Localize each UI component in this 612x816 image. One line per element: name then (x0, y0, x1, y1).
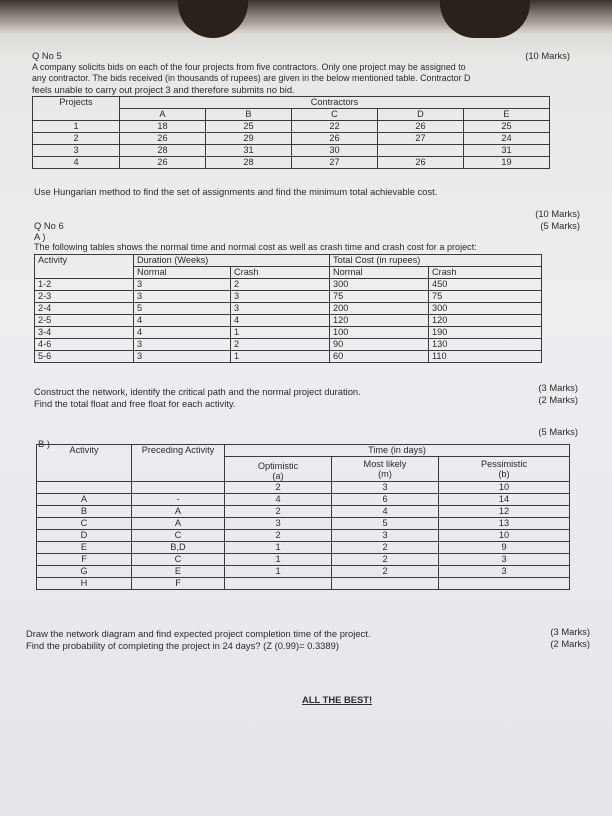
likely-cell: 2 (332, 554, 439, 566)
normal-cost: 75 (330, 291, 429, 303)
normal-duration: 3 (134, 351, 231, 363)
time-header: Time (in days) (225, 445, 570, 457)
crash-cost: 450 (429, 279, 542, 291)
bid-cell: 26 (378, 157, 464, 169)
activity-header: Activity (35, 255, 134, 279)
likely-header (332, 457, 439, 482)
q6b-marks: (5 Marks) (538, 426, 578, 437)
preceding-cell: B,D (132, 542, 225, 554)
bid-cell: 29 (206, 133, 292, 145)
bid-cell: 26 (120, 133, 206, 145)
bid-cell: 30 (292, 145, 378, 157)
table-row (35, 339, 542, 351)
bid-cell: 28 (206, 157, 292, 169)
normal-cost: 100 (330, 327, 429, 339)
activity-cell: B (37, 506, 132, 518)
crash-table (34, 254, 542, 363)
normal-cost-header: Normal (330, 267, 429, 279)
activity-cell (37, 482, 132, 494)
cost-header: Total Cost (in rupees) (330, 255, 542, 267)
normal-cost: 60 (330, 351, 429, 363)
q6a-marks: (5 Marks) (540, 220, 580, 231)
crash-cost: 120 (429, 315, 542, 327)
pessimistic-cell: 3 (439, 566, 570, 578)
normal-cost: 200 (330, 303, 429, 315)
normal-cost: 90 (330, 339, 429, 351)
optimistic-cell: 2 (225, 482, 332, 494)
q6-marks-total: (10 Marks) (535, 208, 580, 219)
q6b-task2: Find the probability of completing the project in 24 days? (Z (0.99)= 0.3389) (26, 640, 339, 651)
bid-cell: 26 (378, 121, 464, 133)
activity-cell: 2-5 (35, 315, 134, 327)
pessimistic-cell (439, 578, 570, 590)
crash-duration: 4 (231, 315, 330, 327)
table-row (35, 279, 542, 291)
normal-cost: 300 (330, 279, 429, 291)
table-row (37, 518, 570, 530)
bid-cell: 19 (464, 157, 550, 169)
normal-duration: 3 (134, 339, 231, 351)
duration-header: Duration (Weeks) (134, 255, 330, 267)
crash-duration-header: Crash (231, 267, 330, 279)
bid-cell: 28 (120, 145, 206, 157)
q6a-task1: Construct the network, identify the critical path and the normal project duration. (34, 386, 361, 397)
crash-cost: 190 (429, 327, 542, 339)
crash-cost: 75 (429, 291, 542, 303)
activity-cell: 5-6 (35, 351, 134, 363)
table-row (33, 157, 550, 169)
crash-cost: 110 (429, 351, 542, 363)
table-row (37, 530, 570, 542)
activity-cell: 4-6 (35, 339, 134, 351)
preceding-cell: A (132, 518, 225, 530)
bid-cell: 31 (464, 145, 550, 157)
table-row (37, 542, 570, 554)
contractors-header: Contractors (120, 97, 550, 109)
bid-cell: 26 (120, 157, 206, 169)
activity-cell: A (37, 494, 132, 506)
crash-duration: 3 (231, 291, 330, 303)
crash-duration: 3 (231, 303, 330, 315)
crash-cost-header: Crash (429, 267, 542, 279)
pessimistic-cell: 10 (439, 530, 570, 542)
preceding-cell: C (132, 530, 225, 542)
likely-cell: 3 (332, 482, 439, 494)
table-row (37, 482, 570, 494)
bid-cell: 22 (292, 121, 378, 133)
optimistic-cell: 1 (225, 566, 332, 578)
optimistic-cell: 2 (225, 530, 332, 542)
preceding-cell: A (132, 506, 225, 518)
pessimistic-cell: 12 (439, 506, 570, 518)
table-row (35, 315, 542, 327)
pessimistic-symbol: (b) (498, 469, 510, 479)
q6a-task2-marks: (2 Marks) (538, 394, 578, 405)
likely-cell: 6 (332, 494, 439, 506)
table-row (35, 327, 542, 339)
q6a-task2: Find the total float and free float for each activity. (34, 398, 236, 409)
crash-duration: 2 (231, 279, 330, 291)
crash-cost: 300 (429, 303, 542, 315)
optimistic-header (225, 457, 332, 482)
q6b-task1: Draw the network diagram and find expected project completion time of the project. (26, 628, 371, 639)
optimistic-symbol: (a) (272, 471, 284, 481)
table-row (35, 351, 542, 363)
activity-header: Activity (37, 445, 132, 482)
exam-paper (22, 30, 600, 816)
bid-cell (378, 145, 464, 157)
q5-text-1: A company solicits bids on each of the four projects from five contractors. Only one project may be assigned to (32, 62, 466, 72)
project-id: 4 (33, 157, 120, 169)
optimistic-cell: 2 (225, 506, 332, 518)
pessimistic-cell: 13 (439, 518, 570, 530)
activity-cell: G (37, 566, 132, 578)
crash-duration: 2 (231, 339, 330, 351)
bid-cell: 25 (464, 121, 550, 133)
optimistic-cell (225, 578, 332, 590)
optimistic-cell: 3 (225, 518, 332, 530)
table-row (33, 133, 550, 145)
activity-cell: 2-4 (35, 303, 134, 315)
activity-cell: D (37, 530, 132, 542)
contractor-col: C (292, 109, 378, 121)
project-id: 1 (33, 121, 120, 133)
bid-cell: 26 (292, 133, 378, 145)
activity-cell: 3-4 (35, 327, 134, 339)
q5-text-3: feels unable to carry out project 3 and therefore submits no bid. (32, 84, 295, 95)
activity-cell: 2-3 (35, 291, 134, 303)
likely-cell: 2 (332, 542, 439, 554)
normal-duration: 3 (134, 291, 231, 303)
q6a-task1-marks: (3 Marks) (538, 382, 578, 393)
q6a-label: A ) (34, 231, 46, 242)
normal-duration: 3 (134, 279, 231, 291)
normal-duration: 4 (134, 327, 231, 339)
bid-cell: 24 (464, 133, 550, 145)
crash-cost: 130 (429, 339, 542, 351)
normal-cost: 120 (330, 315, 429, 327)
likely-cell: 3 (332, 530, 439, 542)
table-row (37, 554, 570, 566)
bid-cell: 18 (120, 121, 206, 133)
likely-label: Most likely (363, 459, 407, 469)
project-id: 3 (33, 145, 120, 157)
q6b-label: B ) (38, 438, 50, 449)
closing-message: ALL THE BEST! (302, 694, 373, 705)
pessimistic-cell: 14 (439, 494, 570, 506)
normal-duration: 4 (134, 315, 231, 327)
activity-cell: C (37, 518, 132, 530)
table-row (37, 566, 570, 578)
likely-symbol: (m) (378, 469, 392, 479)
normal-duration: 5 (134, 303, 231, 315)
table-row (37, 506, 570, 518)
bid-cell: 25 (206, 121, 292, 133)
likely-cell: 5 (332, 518, 439, 530)
preceding-header: Preceding Activity (132, 445, 225, 482)
crash-duration: 1 (231, 351, 330, 363)
preceding-cell (132, 482, 225, 494)
optimistic-cell: 1 (225, 554, 332, 566)
pessimistic-cell: 3 (439, 554, 570, 566)
table-row (33, 121, 550, 133)
activity-cell: H (37, 578, 132, 590)
optimistic-label: Optimistic (257, 461, 299, 471)
q5-text-2: any contractor. The bids received (in thousands of rupees) are given in the below mentioned table. Contractor D (32, 73, 471, 83)
likely-cell: 4 (332, 506, 439, 518)
preceding-cell: F (132, 578, 225, 590)
pessimistic-label: Pessimistic (481, 459, 527, 469)
q5-instruction: Use Hungarian method to find the set of assignments and find the minimum total achievable cost. (34, 186, 438, 197)
preceding-cell: C (132, 554, 225, 566)
normal-duration-header: Normal (134, 267, 231, 279)
pessimistic-cell: 10 (439, 482, 570, 494)
q6a-intro: The following tables shows the normal time and normal cost as well as crash time and crash cost for a project: (34, 242, 477, 252)
table-row (35, 291, 542, 303)
table-row (37, 494, 570, 506)
pessimistic-cell: 9 (439, 542, 570, 554)
likely-cell: 2 (332, 566, 439, 578)
q6b-task1-marks: (3 Marks) (550, 626, 590, 637)
contractor-col: A (120, 109, 206, 121)
preceding-cell: E (132, 566, 225, 578)
table-row (33, 145, 550, 157)
bid-cell: 27 (378, 133, 464, 145)
q5-title: Q No 5 (32, 50, 62, 61)
activity-cell: E (37, 542, 132, 554)
crash-duration: 1 (231, 327, 330, 339)
bid-cell: 31 (206, 145, 292, 157)
contractor-col: D (378, 109, 464, 121)
activity-cell: F (37, 554, 132, 566)
likely-cell (332, 578, 439, 590)
projects-header: Projects (33, 97, 120, 121)
q5-marks: (10 Marks) (525, 50, 570, 61)
table-row (37, 578, 570, 590)
project-id: 2 (33, 133, 120, 145)
table-row (35, 303, 542, 315)
bid-cell: 27 (292, 157, 378, 169)
contractor-col: E (464, 109, 550, 121)
q6-title: Q No 6 (34, 220, 64, 231)
optimistic-cell: 1 (225, 542, 332, 554)
contractor-col: B (206, 109, 292, 121)
activity-cell: 1-2 (35, 279, 134, 291)
q6b-task2-marks: (2 Marks) (550, 638, 590, 649)
pessimistic-header (439, 457, 570, 482)
preceding-cell: - (132, 494, 225, 506)
optimistic-cell: 4 (225, 494, 332, 506)
q5-bids-table (32, 96, 550, 169)
pert-table (36, 444, 570, 590)
